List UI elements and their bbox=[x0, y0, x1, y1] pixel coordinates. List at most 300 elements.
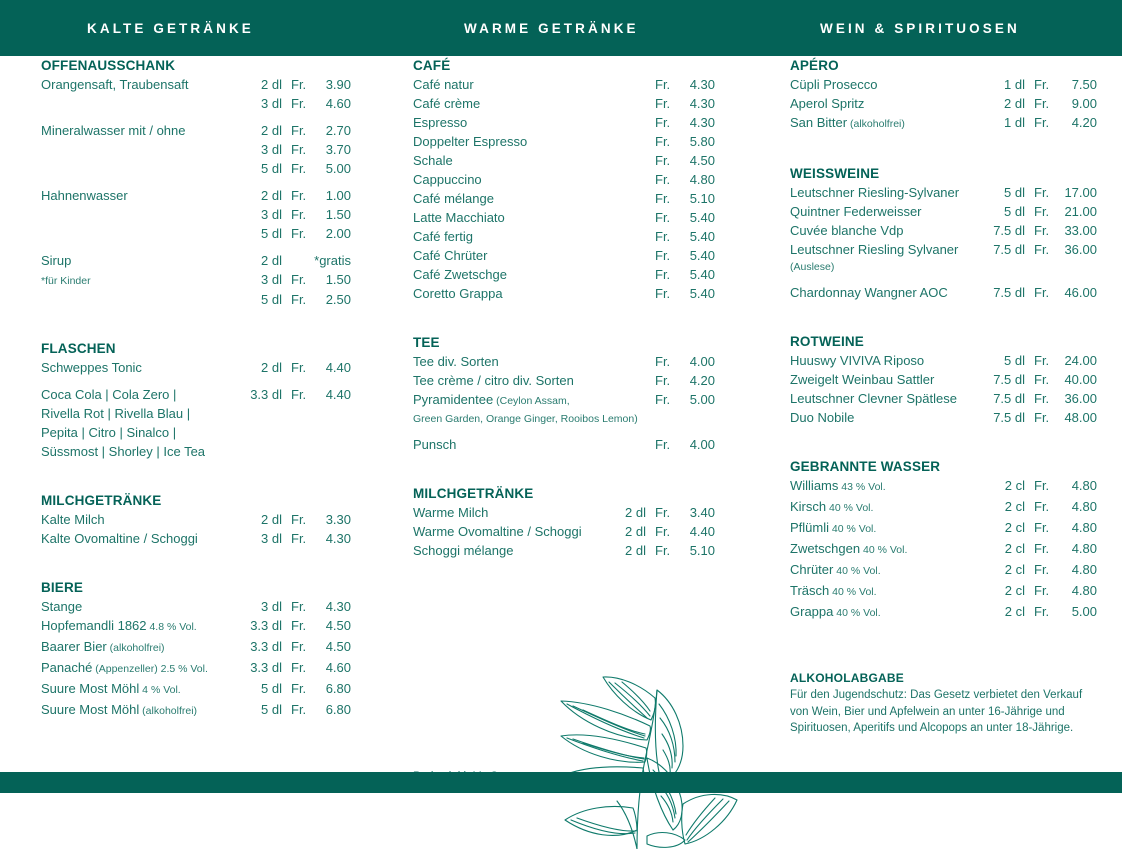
section-title: APÉRO bbox=[790, 58, 839, 73]
section-spacer bbox=[413, 303, 715, 333]
item-price: 4.30 bbox=[689, 115, 715, 130]
item-currency: Fr. bbox=[291, 292, 307, 307]
item-size: 3.3 dl bbox=[250, 618, 282, 633]
item-size: 5 dl bbox=[261, 702, 282, 717]
item-name: Leutschner Riesling Sylvaner bbox=[790, 242, 959, 257]
item-currency: Fr. bbox=[291, 161, 307, 176]
section-spacer bbox=[413, 454, 715, 484]
menu-item-row bbox=[413, 113, 715, 132]
item-name: Warme Ovomaltine / Schoggi bbox=[413, 524, 582, 539]
item-detail: 40 % Vol. bbox=[833, 607, 881, 619]
item-name: Suure Most Möhl (alkoholfrei) bbox=[41, 702, 198, 717]
item-size: 7.5 dl bbox=[993, 391, 1025, 406]
menu-item-row bbox=[41, 121, 351, 140]
item-currency: Fr. bbox=[655, 96, 671, 111]
item-size: 7.5 dl bbox=[993, 372, 1025, 387]
menu-item-row bbox=[413, 503, 715, 522]
item-currency: Fr. bbox=[291, 142, 307, 157]
menu-item-row bbox=[790, 94, 1097, 113]
item-currency: Fr. bbox=[291, 660, 307, 675]
menu-item-row bbox=[790, 113, 1097, 134]
section-title: WEISSWEINE bbox=[790, 166, 880, 181]
item-price: 4.00 bbox=[689, 437, 715, 452]
item-size: 2 cl bbox=[1004, 541, 1025, 556]
item-name: Grappa 40 % Vol. bbox=[790, 604, 881, 619]
item-price: 4.30 bbox=[689, 96, 715, 111]
item-size: 7.5 dl bbox=[993, 242, 1025, 257]
item-price: 17.00 bbox=[1064, 185, 1097, 200]
menu-item-row bbox=[41, 510, 351, 529]
menu-section bbox=[790, 332, 1097, 427]
item-price: 3.30 bbox=[325, 512, 351, 527]
item-size: 2 cl bbox=[1004, 478, 1025, 493]
item-name: Tee crème / citro div. Sorten bbox=[413, 373, 574, 388]
item-name: Panaché (Appenzeller) 2.5 % Vol. bbox=[41, 660, 208, 675]
menu-item-row bbox=[790, 283, 1097, 302]
item-currency: Fr. bbox=[1034, 372, 1050, 387]
group-spacer bbox=[41, 113, 351, 121]
item-name: Latte Macchiato bbox=[413, 210, 505, 225]
item-detail: 43 % Vol. bbox=[838, 481, 886, 493]
item-currency: Fr. bbox=[655, 210, 671, 225]
item-price: 7.50 bbox=[1071, 77, 1097, 92]
menu-item-row bbox=[413, 208, 715, 227]
item-name: Chardonnay Wangner AOC bbox=[790, 285, 948, 300]
item-price: 33.00 bbox=[1064, 223, 1097, 238]
top-navigation-bar bbox=[0, 0, 1122, 56]
item-name: Cuvée blanche Vdp bbox=[790, 223, 904, 238]
item-currency: Fr. bbox=[655, 505, 671, 520]
alcohol-legal-line-2: von Wein, Bier und Apfelwein an unter 16-Jährige und bbox=[790, 705, 1065, 718]
item-price: 5.40 bbox=[689, 229, 715, 244]
item-name: Baarer Bier (alkoholfrei) bbox=[41, 639, 165, 654]
menu-item-row bbox=[41, 75, 351, 94]
menu-item-row bbox=[41, 140, 351, 159]
menu-item-row bbox=[790, 370, 1097, 389]
menu-item-row bbox=[790, 539, 1097, 560]
item-currency: Fr. bbox=[655, 524, 671, 539]
item-size: 3.3 dl bbox=[250, 660, 282, 675]
item-name: Pyramidentee (Ceylon Assam, bbox=[413, 392, 570, 407]
menu-item-row bbox=[41, 224, 351, 243]
item-price: 2.00 bbox=[325, 226, 351, 241]
menu-item-row bbox=[413, 284, 715, 303]
menu-item-row bbox=[41, 423, 351, 442]
item-currency: Fr. bbox=[291, 531, 307, 546]
item-currency: Fr. bbox=[1034, 185, 1050, 200]
menu-item-row bbox=[413, 246, 715, 265]
menu-item-row bbox=[413, 352, 715, 371]
item-currency: Fr. bbox=[1034, 223, 1050, 238]
menu-section bbox=[41, 491, 351, 548]
item-currency: Fr. bbox=[1034, 604, 1050, 619]
item-size: 5 dl bbox=[261, 226, 282, 241]
item-size: 2 dl bbox=[261, 77, 282, 92]
menu-item-row bbox=[790, 221, 1097, 240]
item-size: 5 dl bbox=[1004, 353, 1025, 368]
item-price: 3.70 bbox=[325, 142, 351, 157]
item-size: 2 cl bbox=[1004, 520, 1025, 535]
section-spacer bbox=[41, 548, 351, 578]
item-currency: Fr. bbox=[291, 618, 307, 633]
item-size: 2 cl bbox=[1004, 604, 1025, 619]
menu-item-row bbox=[41, 205, 351, 224]
item-size: 2 cl bbox=[1004, 499, 1025, 514]
item-price: 4.20 bbox=[689, 373, 715, 388]
menu-section bbox=[413, 484, 715, 560]
item-price: 5.80 bbox=[689, 134, 715, 149]
menu-item-row bbox=[790, 240, 1097, 259]
item-price: 5.00 bbox=[1071, 604, 1097, 619]
group-spacer bbox=[790, 275, 1097, 283]
item-price: 5.40 bbox=[689, 248, 715, 263]
item-currency: Fr. bbox=[655, 286, 671, 301]
item-price: 40.00 bbox=[1064, 372, 1097, 387]
item-detail: 40 % Vol. bbox=[826, 502, 874, 514]
menu-item-row bbox=[413, 170, 715, 189]
alcohol-legal-notice bbox=[790, 669, 1090, 737]
item-name: Huuswy VIVIVA Riposo bbox=[790, 353, 925, 368]
alcohol-legal-title: ALKOHOLABGABE bbox=[790, 671, 904, 685]
item-price: 5.10 bbox=[689, 191, 715, 206]
item-name: Warme Milch bbox=[413, 505, 489, 520]
item-detail: (alkoholfrei) bbox=[106, 642, 165, 654]
item-size: 7.5 dl bbox=[993, 285, 1025, 300]
menu-item-row bbox=[790, 602, 1097, 623]
menu-item-row bbox=[790, 560, 1097, 581]
menu-item-row bbox=[41, 700, 351, 721]
item-name: Williams 43 % Vol. bbox=[790, 478, 886, 493]
item-price: 5.10 bbox=[689, 543, 715, 558]
item-name: Café fertig bbox=[413, 229, 473, 244]
item-size: 2 dl bbox=[261, 253, 282, 268]
item-size: 2 dl bbox=[261, 360, 282, 375]
item-name: Suure Most Möhl 4 % Vol. bbox=[41, 681, 181, 696]
menu-item-row bbox=[413, 151, 715, 170]
menu-item-row bbox=[41, 404, 351, 423]
item-detail: 40 % Vol. bbox=[829, 523, 877, 535]
section-title: ROTWEINE bbox=[790, 334, 864, 349]
item-size: 2 dl bbox=[625, 505, 646, 520]
item-currency: Fr. bbox=[291, 96, 307, 111]
item-price: 4.30 bbox=[325, 599, 351, 614]
menu-item-row bbox=[413, 435, 715, 454]
group-spacer bbox=[41, 178, 351, 186]
item-price: 4.50 bbox=[325, 618, 351, 633]
item-name: Espresso bbox=[413, 115, 468, 130]
menu-item-row bbox=[413, 522, 715, 541]
item-size: 3.3 dl bbox=[250, 639, 282, 654]
column-wein-spirituosen bbox=[790, 56, 1097, 623]
item-name: Tee div. Sorten bbox=[413, 354, 499, 369]
item-name: Orangensaft, Traubensaft bbox=[41, 77, 189, 92]
alcohol-legal-line-1: Für den Jugendschutz: Das Gesetz verbietet den Verkauf bbox=[790, 689, 1083, 701]
item-name: Stange bbox=[41, 599, 83, 614]
item-price: 4.80 bbox=[1071, 541, 1097, 556]
item-price: *gratis bbox=[314, 253, 351, 268]
alcohol-legal-line-3: Spirituosen, Aperitifs und Alcopops an unter 18-Jährige. bbox=[790, 722, 1074, 734]
item-currency: Fr. bbox=[291, 226, 307, 241]
item-size: 2 dl bbox=[261, 123, 282, 138]
item-currency: Fr. bbox=[655, 543, 671, 558]
menu-item-row bbox=[41, 159, 351, 178]
item-size: 2 dl bbox=[625, 543, 646, 558]
item-detail-line: (Auslese) bbox=[790, 261, 835, 273]
item-price: 46.00 bbox=[1064, 285, 1097, 300]
menu-item-row bbox=[41, 186, 351, 205]
item-size: 2 dl bbox=[261, 188, 282, 203]
item-name: Schweppes Tonic bbox=[41, 360, 142, 375]
item-currency: Fr. bbox=[655, 134, 671, 149]
item-price: 21.00 bbox=[1064, 204, 1097, 219]
item-size: 2 dl bbox=[625, 524, 646, 539]
item-currency: Fr. bbox=[655, 153, 671, 168]
item-name: Hahnenwasser bbox=[41, 188, 128, 203]
item-size: 5 dl bbox=[261, 681, 282, 696]
section-title: CAFÉ bbox=[413, 58, 451, 73]
item-price: 1.50 bbox=[325, 272, 351, 287]
item-currency: Fr. bbox=[655, 392, 671, 407]
item-currency: Fr. bbox=[291, 207, 307, 222]
item-currency: Fr. bbox=[291, 599, 307, 614]
item-price: 36.00 bbox=[1064, 391, 1097, 406]
menu-section bbox=[41, 56, 351, 309]
item-detail: 40 % Vol. bbox=[860, 544, 908, 556]
item-currency: Fr. bbox=[291, 387, 307, 402]
item-size: 5 dl bbox=[261, 292, 282, 307]
item-name: Leutschner Riesling-Sylvaner bbox=[790, 185, 960, 200]
item-name: Mineralwasser mit / ohne bbox=[41, 123, 186, 138]
item-name: Zwetschgen 40 % Vol. bbox=[790, 541, 908, 556]
item-size: 5 dl bbox=[1004, 204, 1025, 219]
item-currency: Fr. bbox=[655, 172, 671, 187]
item-size: 3.3 dl bbox=[250, 387, 282, 402]
item-price: 4.20 bbox=[1071, 115, 1097, 130]
item-currency: Fr. bbox=[1034, 562, 1050, 577]
item-size: 7.5 dl bbox=[993, 223, 1025, 238]
item-name: Pflümli 40 % Vol. bbox=[790, 520, 877, 535]
menu-item-row bbox=[413, 371, 715, 390]
item-name: Cüpli Prosecco bbox=[790, 77, 878, 92]
menu-section bbox=[790, 457, 1097, 623]
item-currency: Fr. bbox=[291, 681, 307, 696]
item-price: 4.60 bbox=[325, 96, 351, 111]
menu-item-row bbox=[41, 679, 351, 700]
item-price: 5.40 bbox=[689, 210, 715, 225]
item-currency: Fr. bbox=[1034, 541, 1050, 556]
item-detail: (alkoholfrei) bbox=[139, 705, 198, 717]
menu-section bbox=[790, 164, 1097, 302]
section-spacer bbox=[41, 461, 351, 491]
item-price: 4.40 bbox=[689, 524, 715, 539]
menu-item-row bbox=[413, 94, 715, 113]
item-name: Sirup bbox=[41, 253, 72, 268]
item-price: 4.30 bbox=[325, 531, 351, 546]
item-size: 3 dl bbox=[261, 599, 282, 614]
item-price: 4.30 bbox=[689, 77, 715, 92]
item-price: 4.00 bbox=[689, 354, 715, 369]
item-price: 5.40 bbox=[689, 267, 715, 282]
section-title: MILCHGETRÄNKE bbox=[41, 493, 162, 508]
item-price: 6.80 bbox=[325, 702, 351, 717]
item-detail: (Appenzeller) 2.5 % Vol. bbox=[92, 663, 208, 675]
item-price: 5.40 bbox=[689, 286, 715, 301]
item-currency: Fr. bbox=[291, 512, 307, 527]
item-name: Café natur bbox=[413, 77, 474, 92]
item-currency: Fr. bbox=[1034, 96, 1050, 111]
item-size: 2 cl bbox=[1004, 562, 1025, 577]
item-currency: Fr. bbox=[655, 248, 671, 263]
item-name: Coca Cola | Cola Zero | bbox=[41, 387, 177, 402]
menu-item-row bbox=[41, 442, 351, 461]
item-currency: Fr. bbox=[1034, 77, 1050, 92]
item-name: Café Zwetschge bbox=[413, 267, 507, 282]
item-size: 3 dl bbox=[261, 96, 282, 111]
item-currency: Fr. bbox=[655, 354, 671, 369]
item-currency: Fr. bbox=[1034, 115, 1050, 130]
item-name: Café mélange bbox=[413, 191, 494, 206]
menu-item-row bbox=[790, 351, 1097, 370]
item-name: Café Chrüter bbox=[413, 248, 488, 263]
menu-item-row bbox=[41, 658, 351, 679]
item-currency: Fr. bbox=[655, 77, 671, 92]
menu-item-row bbox=[413, 189, 715, 208]
menu-item-row bbox=[413, 265, 715, 284]
item-currency: Fr. bbox=[291, 77, 307, 92]
item-price: 1.50 bbox=[325, 207, 351, 222]
item-size: 5 dl bbox=[1004, 185, 1025, 200]
section-title: FLASCHEN bbox=[41, 341, 116, 356]
item-currency: Fr. bbox=[1034, 478, 1050, 493]
menu-item-row bbox=[41, 637, 351, 658]
item-price: 3.90 bbox=[325, 77, 351, 92]
menu-item-row bbox=[41, 94, 351, 113]
tab-wein-spirituosen[interactable]: WEIN & SPIRITUOSEN bbox=[820, 21, 1020, 36]
item-price: 4.40 bbox=[325, 360, 351, 375]
item-name: Cappuccino bbox=[413, 172, 482, 187]
group-spacer bbox=[41, 377, 351, 385]
item-name: Zweigelt Weinbau Sattler bbox=[790, 372, 935, 387]
item-currency: Fr. bbox=[1034, 285, 1050, 300]
item-detail-line: Green Garden, Orange Ginger, Rooibos Lemon) bbox=[413, 413, 638, 425]
menu-section bbox=[413, 56, 715, 303]
item-size: 2 dl bbox=[1004, 96, 1025, 111]
item-detail: (Ceylon Assam, bbox=[493, 395, 570, 407]
item-currency: Fr. bbox=[291, 272, 307, 287]
item-currency: Fr. bbox=[655, 115, 671, 130]
leaf-branch-illustration bbox=[487, 668, 747, 849]
section-spacer bbox=[790, 134, 1097, 164]
item-price: 3.40 bbox=[689, 505, 715, 520]
item-size: 3 dl bbox=[261, 531, 282, 546]
item-currency: Fr. bbox=[655, 437, 671, 452]
item-price: 4.50 bbox=[689, 153, 715, 168]
menu-item-row bbox=[413, 132, 715, 151]
menu-item-row bbox=[790, 408, 1097, 427]
item-name: *für Kinder bbox=[41, 275, 91, 287]
menu-item-row bbox=[41, 597, 351, 616]
item-price: 4.80 bbox=[1071, 520, 1097, 535]
item-name: Kalte Ovomaltine / Schoggi bbox=[41, 531, 198, 546]
item-price: 1.00 bbox=[325, 188, 351, 203]
menu-item-row bbox=[41, 616, 351, 637]
item-price: 6.80 bbox=[325, 681, 351, 696]
tab-warme-getraenke[interactable]: WARME GETRÄNKE bbox=[464, 21, 639, 36]
item-currency: Fr. bbox=[1034, 410, 1050, 425]
item-name: Kirsch 40 % Vol. bbox=[790, 499, 874, 514]
item-currency: Fr. bbox=[291, 360, 307, 375]
menu-item-row bbox=[413, 390, 715, 411]
item-price: 5.00 bbox=[689, 392, 715, 407]
item-price: 4.60 bbox=[325, 660, 351, 675]
item-size: 1 dl bbox=[1004, 115, 1025, 130]
menu-item-row bbox=[41, 251, 351, 270]
menu-item-row bbox=[413, 75, 715, 94]
item-currency: Fr. bbox=[291, 123, 307, 138]
item-name: Coretto Grappa bbox=[413, 286, 503, 301]
section-title: GEBRANNTE WASSER bbox=[790, 459, 941, 474]
item-name: Café crème bbox=[413, 96, 481, 111]
item-price: 4.80 bbox=[1071, 583, 1097, 598]
menu-item-row bbox=[790, 183, 1097, 202]
section-spacer bbox=[41, 309, 351, 339]
item-size: 2 cl bbox=[1004, 583, 1025, 598]
item-name: San Bitter (alkoholfrei) bbox=[790, 115, 905, 130]
item-name: Kalte Milch bbox=[41, 512, 105, 527]
item-detail: (alkoholfrei) bbox=[847, 118, 905, 130]
item-currency: Fr. bbox=[291, 639, 307, 654]
item-price: 4.40 bbox=[325, 387, 351, 402]
menu-item-row bbox=[790, 497, 1097, 518]
bottom-accent-bar bbox=[0, 772, 1122, 793]
menu-item-row bbox=[41, 358, 351, 377]
item-size: 3 dl bbox=[261, 142, 282, 157]
menu-item-row bbox=[790, 581, 1097, 602]
item-name: Punsch bbox=[413, 437, 457, 452]
item-currency: Fr. bbox=[655, 373, 671, 388]
group-spacer bbox=[41, 243, 351, 251]
item-price: 4.80 bbox=[1071, 478, 1097, 493]
item-currency: Fr. bbox=[291, 702, 307, 717]
menu-item-row bbox=[790, 476, 1097, 497]
menu-item-row bbox=[41, 270, 351, 290]
section-title: MILCHGETRÄNKE bbox=[413, 486, 534, 501]
menu-section bbox=[413, 333, 715, 454]
item-price: 4.80 bbox=[689, 172, 715, 187]
menu-item-row bbox=[41, 529, 351, 548]
item-currency: Fr. bbox=[1034, 499, 1050, 514]
item-name: Aperol Spritz bbox=[790, 96, 865, 111]
item-size: 1 dl bbox=[1004, 77, 1025, 92]
item-name: Doppelter Espresso bbox=[413, 134, 528, 149]
menu-item-row bbox=[790, 202, 1097, 221]
item-name: Träsch 40 % Vol. bbox=[790, 583, 877, 598]
item-price: 36.00 bbox=[1064, 242, 1097, 257]
menu-item-row bbox=[41, 290, 351, 309]
tab-kalte-getraenke[interactable]: KALTE GETRÄNKE bbox=[87, 21, 254, 36]
menu-section bbox=[41, 339, 351, 461]
item-name: Rivella Rot | Rivella Blau | bbox=[41, 406, 191, 421]
item-name: Hopfemandli 1862 4.8 % Vol. bbox=[41, 618, 197, 633]
item-size: 5 dl bbox=[261, 161, 282, 176]
item-currency: Fr. bbox=[1034, 391, 1050, 406]
item-price: 9.00 bbox=[1071, 96, 1097, 111]
menu-item-row bbox=[41, 385, 351, 404]
item-price: 4.80 bbox=[1071, 499, 1097, 514]
section-spacer bbox=[790, 427, 1097, 457]
item-currency: Fr. bbox=[291, 188, 307, 203]
item-price: 2.50 bbox=[325, 292, 351, 307]
